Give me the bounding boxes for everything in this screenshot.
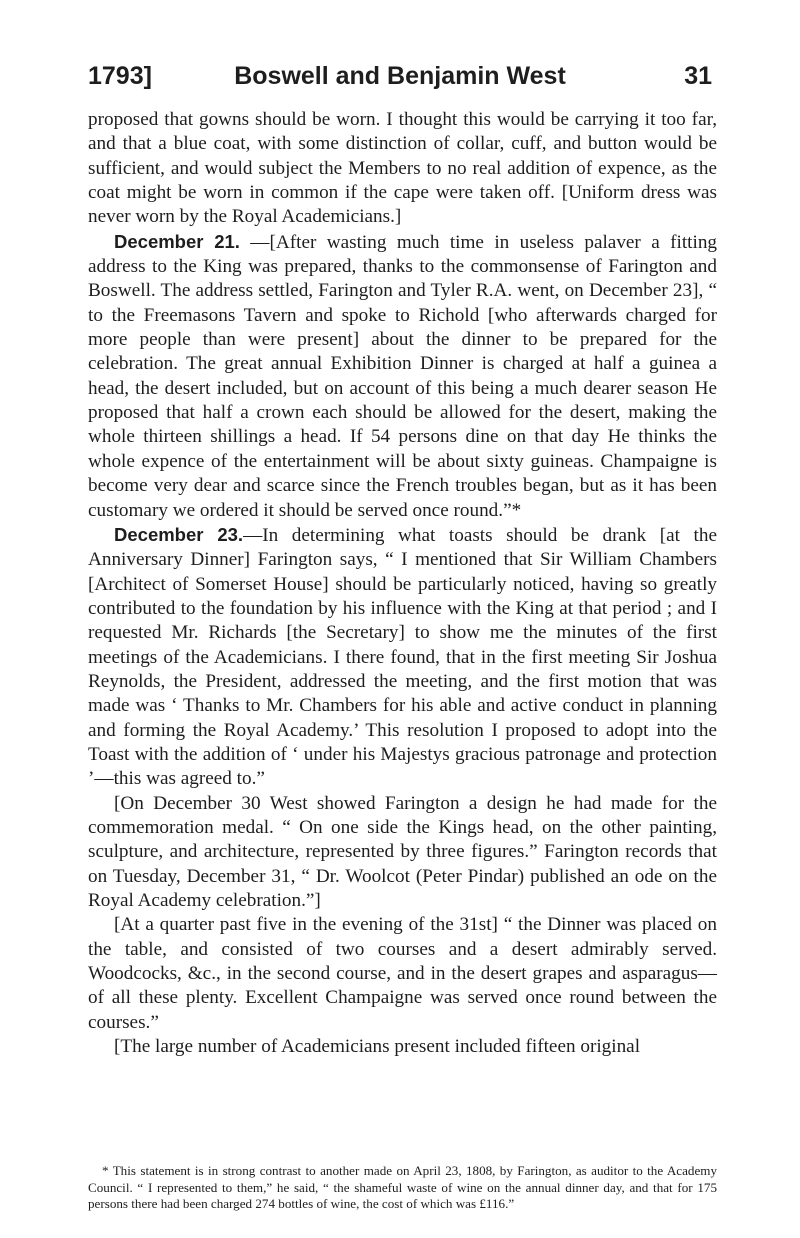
running-header [88, 62, 712, 96]
paragraph-text: proposed that gowns should be worn. I thought this would be carrying it too far, and that a blue coat, with some distinction of collar, cuff, and button would be sufficient, and would subject the Members to no real addition of expence, as the coat might be worn in common if the cape were taken off. [Uniform dress was never worn by the Royal Academicians.] [88, 109, 717, 228]
paragraph-text: [At a quarter past five in the evening of the 31st] “ the Dinner was placed on the table, and consisted of two courses and a desert admirably served. Woodcocks, &c., in the second course, and in the desert grapes and asparagus—of all these plenty. Excellent Champaigne was served once round between the courses.” [88, 914, 717, 1033]
paragraph [88, 1035, 717, 1059]
header-title: Boswell and Benjamin West [234, 62, 566, 90]
paragraph [88, 108, 717, 230]
entry-date: December 23. [114, 523, 244, 545]
entry-date: December 21. [114, 230, 240, 252]
footnote: * This statement is in strong contrast to another made on April 23, 1808, by Farington, as auditor to the Academy Council. “ I represented to them,” he said, “ the shameful waste of wine on the annual dinner day, and that for 175 persons there had been charged 274 bottles of wine, the cost of which was £116.” [88, 1163, 717, 1211]
paragraph [88, 792, 717, 914]
paragraph-text: —In determining what toasts should be drank [at the Anniversary Dinner] Farington says, “ I mentioned that Sir William Chambers [Architect of Somerset House] should be particularly noticed, having so greatly contributed to the foundation by his influence with the King at that period ; and I requested Mr. Richards [the Secretary] to show me the minutes of the first meetings of the Academicians. I there found, that in the first meeting Sir Joshua Reynolds, the President, addressed the meeting, and the first motion that was made was ‘ Thanks to Mr. Chambers for his able and active conduct in planning and forming the Royal Academy.’ This resolution I proposed to adopt into the Toast with the addition of ‘ under his Majestys gracious patronage and protection ’—this was agreed to.” [88, 524, 717, 790]
body-text [88, 108, 717, 1059]
header-year: 1793] [88, 62, 152, 90]
paragraph [88, 523, 717, 792]
paragraph [88, 913, 717, 1035]
paragraph-text: [On December 30 West showed Farington a design he had made for the commemoration medal. “ On one side the Kings head, on the other painting, sculpture, and architecture, represented by three figures.” Farington records that on Tuesday, December 31, “ Dr. Woolcot (Peter Pindar) published an ode on the Royal Academy celebration.”] [88, 792, 717, 911]
paragraph [88, 230, 717, 523]
paragraph-text: —[After wasting much time in useless palaver a fitting address to the King was prepared, thanks to the commonsense of Farington and Boswell. The address settled, Farington and Tyler R.A. went, on December 23], “ to the Freemasons Tavern and spoke to Richold [who afterwards charged for more people than were present] about the dinner to be prepared for the celebration. The great annual Exhibition Dinner is charged at half a guinea a head, the desert included, but on account of this being a much dearer season He proposed that half a crown each should be allowed for the desert, making the whole thirteen shillings a head. If 54 persons dine on that day He thinks the whole expence of the entertainment will be about sixty guineas. Champaigne is become very dear and scarce since the French troubles began, but as it has been customary we ordered it should be served once round.”* [88, 231, 718, 521]
page-number: 31 [684, 62, 712, 90]
paragraph-text: [The large number of Academicians present included fifteen original [114, 1036, 641, 1058]
